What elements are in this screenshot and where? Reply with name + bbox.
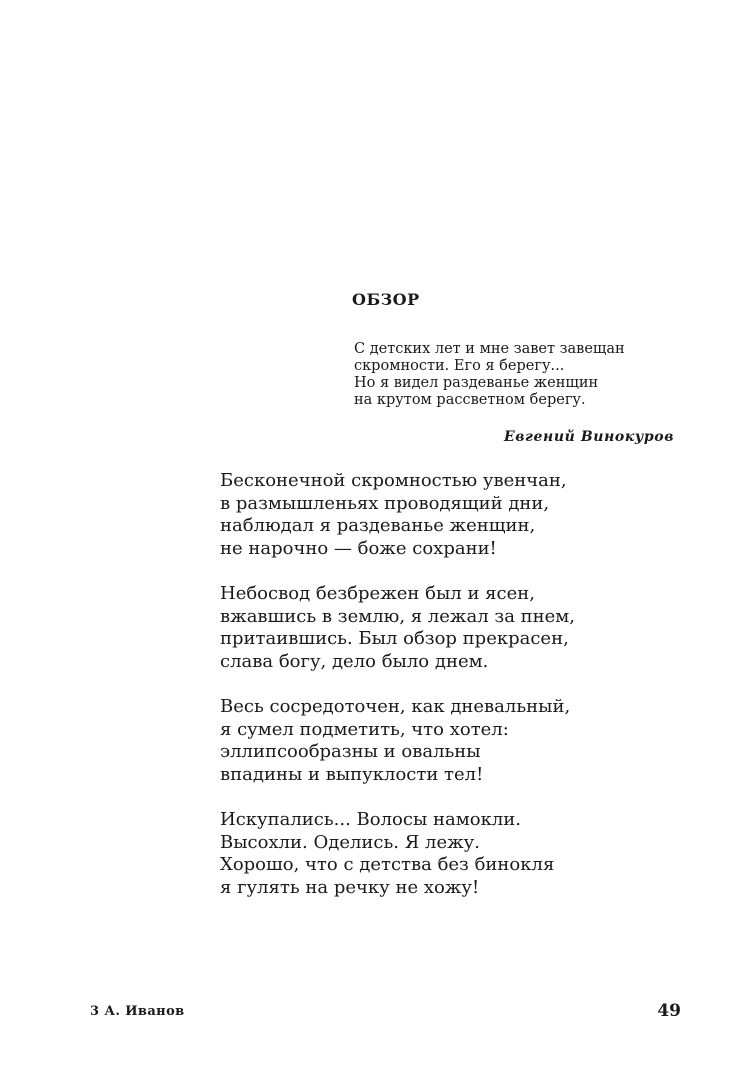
poem-title: ОБЗОР xyxy=(352,290,420,309)
poem-line: Искупались... Волосы намокли. xyxy=(220,809,521,830)
poem-line: я гулять на речку не хожу! xyxy=(220,876,480,898)
epigraph-line: Но я видел раздеванье женщин xyxy=(354,375,599,391)
epigraph-author: Евгений Винокуров xyxy=(503,429,674,445)
epigraph xyxy=(354,341,684,409)
poem-line: Бесконечной скромностью увенчан, xyxy=(220,470,567,491)
poem-line: Высохли. Оделись. Я лежу. xyxy=(220,831,480,853)
poem-line: Весь сосредоточен, как дневальный, xyxy=(220,696,571,717)
poem-line: вжавшись в землю, я лежал за пнем, xyxy=(220,605,576,627)
stanza-4 xyxy=(220,809,660,899)
stanza-3 xyxy=(220,696,660,786)
poem-line: эллипсообразны и овальны xyxy=(220,741,481,762)
poem-line: притаившись. Был обзор прекрасен, xyxy=(220,628,569,649)
poem-line: Хорошо, что с детства без бинокля xyxy=(220,854,555,875)
poem-line: не нарочно — боже сохрани! xyxy=(220,537,497,559)
epigraph-line: скромности. Его я берегу... xyxy=(354,358,565,374)
poem-line: Небосвод безбрежен был и ясен, xyxy=(220,583,535,604)
page-number: 49 xyxy=(657,1001,681,1021)
poem-line: слава богу, дело было днем. xyxy=(220,650,489,672)
stanza-1 xyxy=(220,470,660,560)
epigraph-line: на крутом рассветном берегу. xyxy=(354,392,586,408)
poem-line: в размышленьях проводящий дни, xyxy=(220,492,550,514)
epigraph-line: С детских лет и мне завет завещан xyxy=(354,341,625,357)
signature-mark: 3 А. Иванов xyxy=(90,1004,185,1019)
poem-line: я сумел подметить, что хотел: xyxy=(220,718,509,740)
poem-line: впадины и выпуклости тел! xyxy=(220,763,484,785)
poem-body xyxy=(220,470,660,922)
poem-line: наблюдал я раздеванье женщин, xyxy=(220,515,536,536)
stanza-2 xyxy=(220,583,660,673)
